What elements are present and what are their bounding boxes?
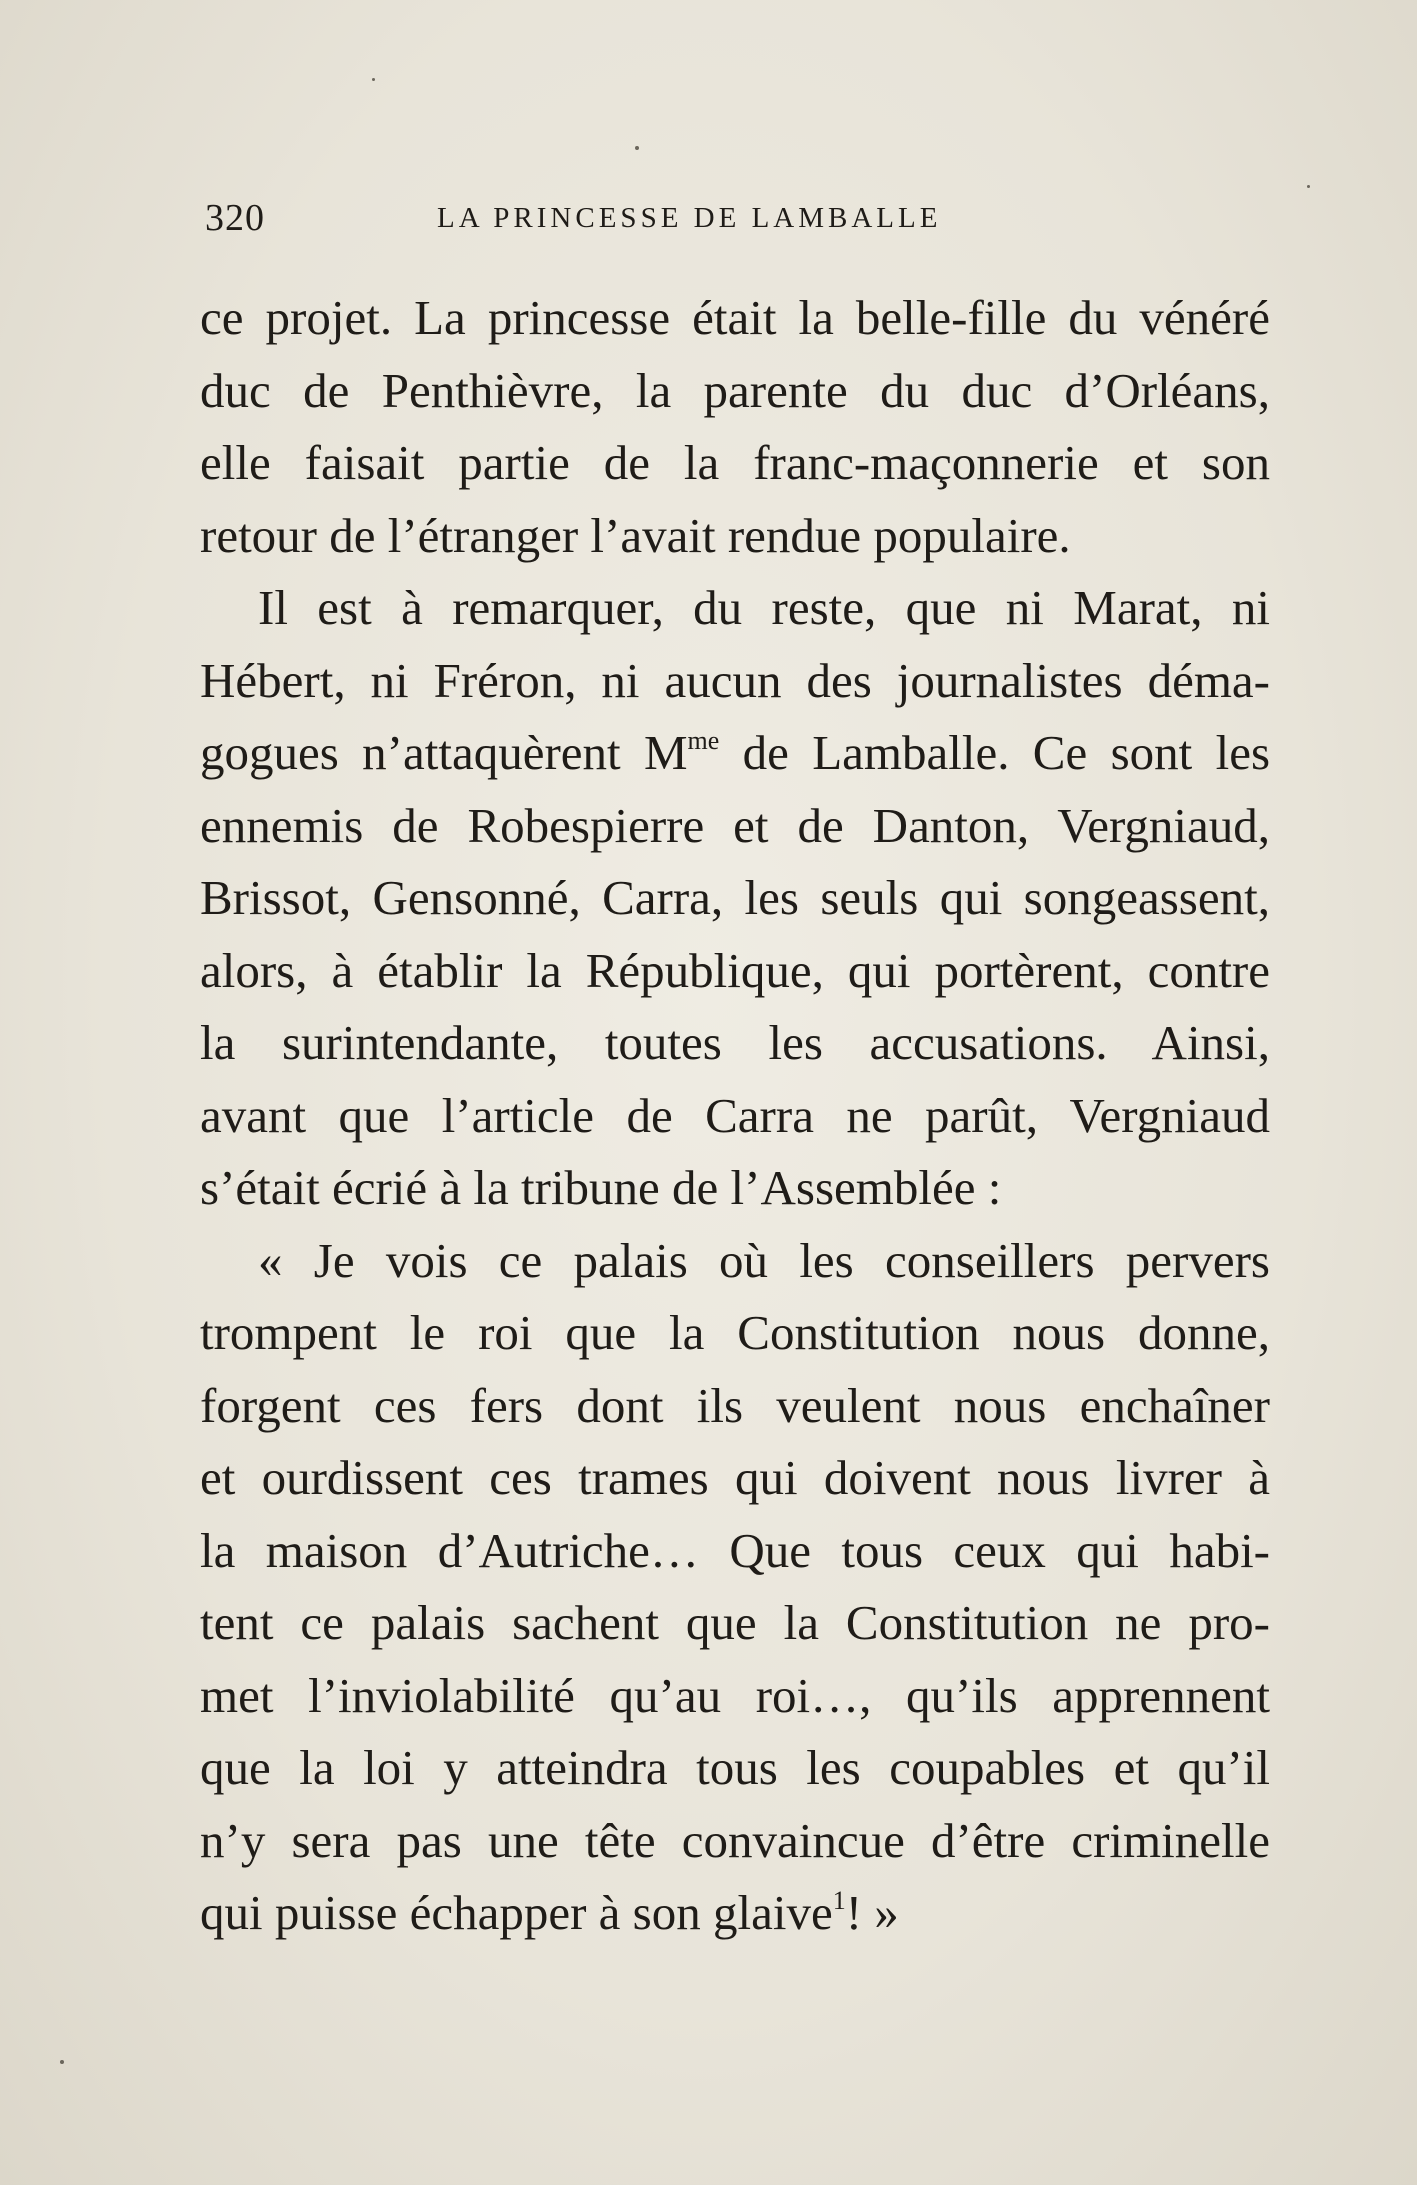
text-line: retour de l’étranger l’avait rendue populaire. bbox=[200, 507, 1071, 563]
text-line: la surintendante, toutes les accusations. Ainsi, bbox=[200, 1015, 1270, 1070]
text-line bbox=[200, 1877, 1270, 1950]
text-line: ce projet. La princesse était la belle-fille du vénéré bbox=[200, 290, 1270, 345]
text-line: ennemis de Robespierre et de Danton, Vergniaud, bbox=[200, 797, 1270, 853]
superscript-abbreviation: me bbox=[687, 726, 720, 755]
text-segment: gogues n’attaquèrent M bbox=[200, 725, 688, 780]
text-line: elle faisait partie de la franc-maçonnerie et son bbox=[200, 435, 1270, 490]
text-line: s’était écrié à la tribune de l’Assemblée : bbox=[200, 1160, 1002, 1215]
running-title: LA PRINCESSE DE LAMBALLE bbox=[437, 202, 942, 234]
text-line: Brissot, Gensonné, Carra, les seuls qui songeassent, bbox=[200, 870, 1270, 925]
text-line: tent ce palais sachent que la Constitution ne pro- bbox=[200, 1595, 1270, 1650]
text-segment: qui puisse échapper à son glaive bbox=[200, 1885, 833, 1940]
text-line: Hébert, ni Fréron, ni aucun des journalistes déma- bbox=[200, 652, 1270, 708]
text-line: duc de Penthièvre, la parente du duc d’Orléans, bbox=[200, 362, 1270, 418]
footnote-mark: 1 bbox=[832, 1886, 846, 1915]
quote-start-line: « Je vois ce palais où les conseillers pervers bbox=[258, 1232, 1270, 1288]
paragraph-start-line: Il est à remarquer, du reste, que ni Marat, ni bbox=[258, 580, 1270, 635]
text-line: alors, à établir la République, qui portèrent, contre bbox=[200, 942, 1270, 998]
text-line: forgent ces fers dont ils veulent nous enchaîner bbox=[200, 1377, 1270, 1433]
paper-speck bbox=[1307, 185, 1310, 188]
text-segment: de Lamballe. Ce sont les bbox=[719, 725, 1271, 780]
page-header bbox=[205, 196, 1275, 246]
paper-speck bbox=[60, 2060, 64, 2064]
text-line bbox=[200, 717, 1270, 790]
paper-speck bbox=[635, 146, 639, 150]
text-line: avant que l’article de Carra ne parût, Vergniaud bbox=[200, 1087, 1270, 1143]
text-line: la maison d’Autriche… Que tous ceux qui habi- bbox=[200, 1522, 1270, 1578]
paper-speck bbox=[372, 78, 375, 81]
page-number: 320 bbox=[205, 197, 265, 239]
text-line: et ourdissent ces trames qui doivent nous livrer à bbox=[200, 1450, 1270, 1505]
text-line: trompent le roi que la Constitution nous donne, bbox=[200, 1305, 1270, 1360]
text-line: met l’inviolabilité qu’au roi…, qu’ils apprennent bbox=[200, 1667, 1270, 1723]
text-line: que la loi y atteindra tous les coupables et qu’il bbox=[200, 1740, 1270, 1795]
text-line: n’y sera pas une tête convaincue d’être criminelle bbox=[200, 1812, 1270, 1868]
text-segment: ! » bbox=[845, 1885, 899, 1940]
body-text bbox=[200, 282, 1270, 1950]
